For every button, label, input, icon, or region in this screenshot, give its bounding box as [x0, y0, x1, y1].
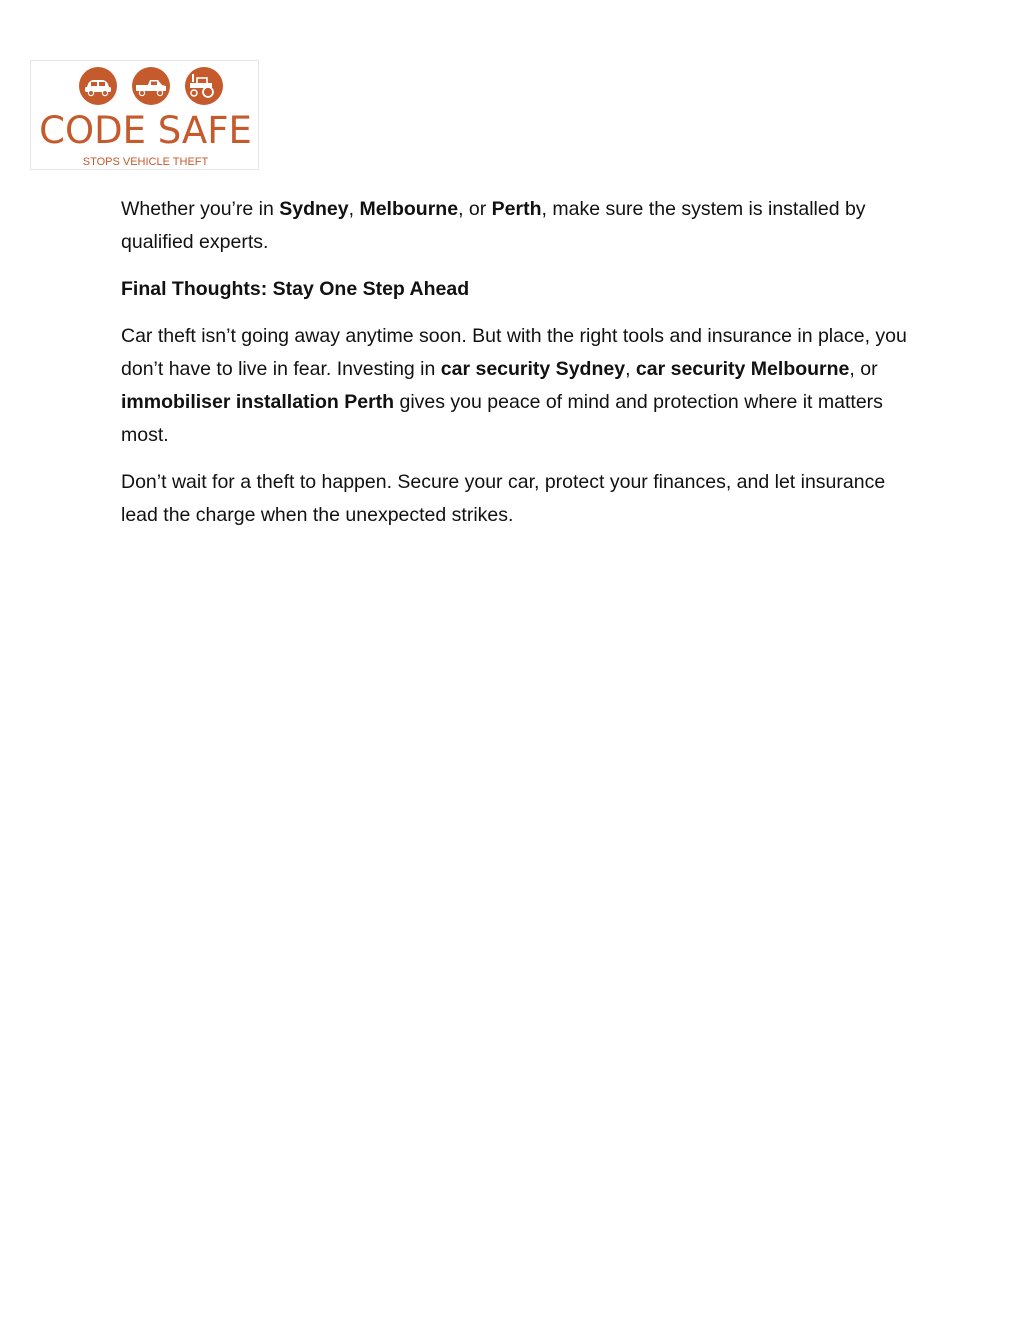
- tractor-icon: [185, 67, 223, 105]
- logo-tagline: STOPS VEHICLE THEFT: [82, 156, 209, 168]
- bold-immobiliser-installation-perth: immobiliser installation Perth: [121, 391, 395, 413]
- section-heading: Final Thoughts: Stay One Step Ahead: [121, 278, 470, 300]
- text-segment: Whether you’re in: [121, 198, 280, 220]
- code-safe-logo: [30, 60, 259, 170]
- bold-car-security-sydney: car security Sydney: [440, 358, 626, 380]
- bold-perth: Perth: [491, 198, 542, 220]
- text-segment: Car theft isn’t going away anytime soon. But with the right tools and insurance in place, you don’t have to live in fear. Investing in: [121, 325, 907, 380]
- bold-melbourne: Melbourne: [359, 198, 459, 220]
- article-content: [121, 193, 911, 546]
- text-segment: , make sure the system is installed by qualified experts.: [121, 198, 866, 253]
- logo-title: CODE SAFE: [39, 109, 252, 152]
- car-icon: [79, 67, 117, 105]
- bold-sydney: Sydney: [279, 198, 349, 220]
- paragraph-dont-wait: Don’t wait for a theft to happen. Secure your car, protect your finances, and let insurance lead the charge when the unexpected strikes.: [121, 471, 886, 526]
- vehicle-icons: [76, 66, 226, 108]
- ute-icon: [132, 67, 170, 105]
- text-segment: ,: [348, 198, 360, 220]
- text-segment: , or: [458, 198, 492, 220]
- paragraph-car-theft: [121, 320, 911, 452]
- text-segment: ,: [625, 358, 636, 380]
- bold-car-security-melbourne: car security Melbourne: [635, 358, 850, 380]
- text-segment: gives you peace of mind and protection where it matters most.: [121, 391, 883, 446]
- paragraph-installation: [121, 193, 911, 259]
- text-segment: , or: [849, 358, 878, 380]
